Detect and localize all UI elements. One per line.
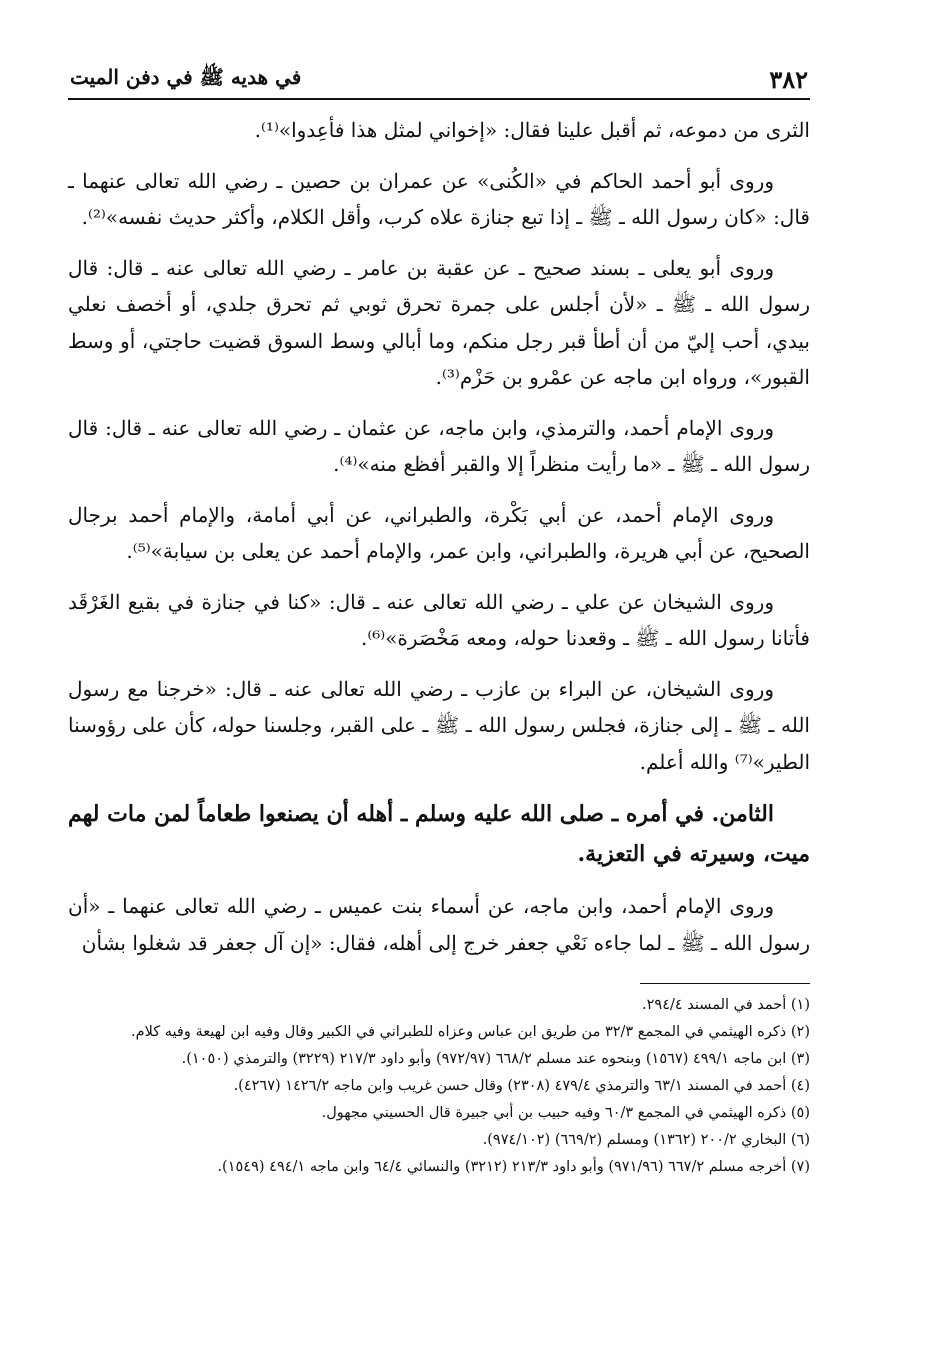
footnote: (٣) ابن ماجه ٤٩٩/١ (١٥٦٧) وبنحوه عند مسلم ٦٦٨/٢ (٩٧٢/٩٧) وأبو داود ٢١٧/٣ (٣٢٢٩) والترمذي (١٠٥٠). [181,1051,810,1067]
running-title: في هديه ﷺ في دفن الميت [70,65,302,89]
page-number: ٣٨٢ [769,65,808,94]
section-heading: الثامن. في أمره ـ صلى الله عليه وسلم ـ أهله أن يصنعوا طعاماً لمن مات لهم ميت، وسيرته في التعزية. [68,801,810,867]
footnote: (٥) ذكره الهيثمي في المجمع ٦٠/٣ وفيه حبيب بن أبي جبيرة قال الحسيني مجهول. [321,1105,810,1121]
paragraph: وروى أبو يعلى ـ بسند صحيح ـ عن عقبة بن عامر ـ رضي الله تعالى عنه ـ قال: قال رسول الله ـ ﷺ ـ «لأن أجلس على جمرة تحرق ثوبي ثم تحرق جلدي، أو أخصف نعلي بيدي، أحب إليّ من أن أطأ قبر رجل منكم، وما أبالي وسط السوق قضيت حاجتي، أو وسط القبور»، ورواه ابن ماجه عن عمْرو بن حَزْم⁽³⁾. [68,255,810,389]
paragraph: وروى الشيخان، عن البراء بن عازب ـ رضي الله تعالى عنه ـ قال: «خرجنا مع رسول الله ـ ﷺ ـ إلى جنازة، فجلس رسول الله ـ ﷺ ـ على القبر، وجلسنا حوله، كأن على رؤوسنا الطير»⁽⁷⁾ والله أعلم. [68,676,810,774]
paragraph: وروى الشيخان عن علي ـ رضي الله تعالى عنه ـ قال: «كنا في جنازة في بقيع الغَرْقَد فأتانا رسول الله ـ ﷺ ـ وقعدنا حوله، ومعه مَخْصَرة»⁽⁶⁾. [68,589,810,650]
footnote-divider [640,983,810,984]
footnote: (٢) ذكره الهيثمي في المجمع ٣٢/٣ من طريق ابن عباس وعزاه للطبراني في الكبير وقال وفيه ابن لهيعة وفيه كلام. [131,1024,810,1040]
footnote: (٧) أخرجه مسلم ٦٦٧/٢ (٩٧١/٩٦) وأبو داود ٢١٣/٣ (٣٢١٢) والنسائي ٦٤/٤ وابن ماجه ٤٩٤/١ (١٥٤٩). [217,1159,810,1175]
paragraph: وروى الإمام أحمد، عن أبي بَكْرة، والطبراني، عن أبي أمامة، والإمام أحمد برجال الصحيح، عن أبي هريرة، والطبراني، وابن عمر، والإمام أحمد عن يعلى بن سيابة»⁽⁵⁾. [68,502,810,563]
main-text [68,112,810,961]
paragraph: وروى الإمام أحمد، وابن ماجه، عن أسماء بنت عميس ـ رضي الله تعالى عنهما ـ «أن رسول الله ـ ﷺ ـ لما جاءه نَعْي جعفر خرج إلى أهله، فقال: «إن آل جعفر قد شغلوا بشأن [68,894,810,955]
footnotes [68,992,810,1181]
footnote: (٤) أحمد في المسند ٦٣/١ والترمذي ٤٧٩/٤ (٢٣٠٨) وقال حسن غريب وابن ماجه ١٤٢٦/٢ (٤٢٦٧). [233,1078,810,1094]
paragraph: وروى الإمام أحمد، والترمذي، وابن ماجه، عن عثمان ـ رضي الله تعالى عنه ـ قال: قال رسول الله ـ ﷺ ـ «ما رأيت منظراً إلا والقبر أفظع منه»⁽⁴⁾. [68,415,810,476]
footnote: (١) أحمد في المسند ٢٩٤/٤. [642,997,810,1013]
running-header [68,56,810,100]
document-page [68,56,810,1181]
paragraph: الثرى من دموعه، ثم أقبل علينا فقال: «إخواني لمثل هذا فأعِدوا»⁽¹⁾. [254,118,810,142]
paragraph: وروى أبو أحمد الحاكم في «الكُنى» عن عمران بن حصين ـ رضي الله تعالى عنهما ـ قال: «كان رسول الله ـ ﷺ ـ إذا تبع جنازة علاه كرب، وأقل الكلام، وأكثر حديث نفسه»⁽²⁾. [68,168,810,229]
footnote: (٦) البخاري ٢٠٠/٢ (١٣٦٢) ومسلم (٦٦٩/٢) (٩٧٤/١٠٢). [482,1132,810,1148]
